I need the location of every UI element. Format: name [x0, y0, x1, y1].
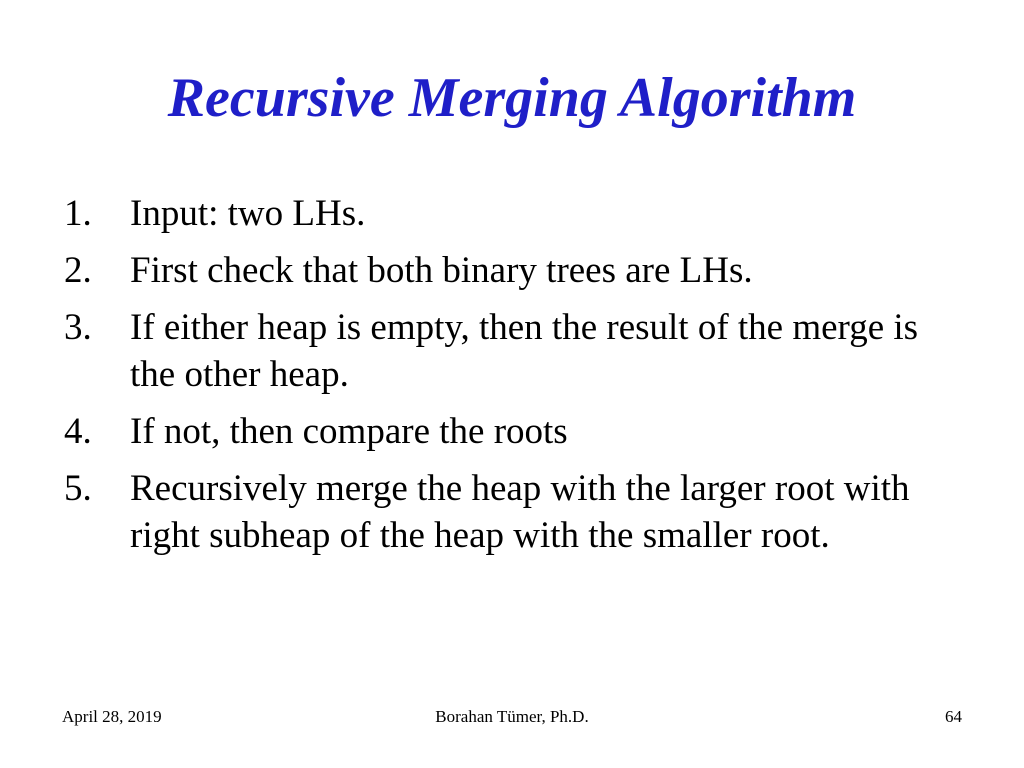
- slide-title: Recursive Merging Algorithm: [167, 67, 857, 129]
- list-item-text: First check that both binary trees are LHs.: [130, 250, 753, 291]
- list-item-text: Input: two LHs.: [130, 193, 366, 234]
- numbered-list: [64, 190, 964, 569]
- footer-page-number: 64: [945, 707, 962, 726]
- list-item-text: If either heap is empty, then the result of the merge is the other heap.: [130, 307, 919, 395]
- list-item-number: 5.: [64, 468, 92, 509]
- list-item-number: 3.: [64, 307, 92, 348]
- footer-date: April 28, 2019: [62, 707, 162, 726]
- list-item-number: 4.: [64, 411, 92, 452]
- list-item: [64, 247, 964, 294]
- list-item-number: 1.: [64, 193, 92, 234]
- list-item-number: 2.: [64, 250, 92, 291]
- list-item: [64, 190, 964, 237]
- list-item-text: If not, then compare the roots: [130, 411, 568, 452]
- footer-author: Borahan Tümer, Ph.D.: [435, 707, 589, 726]
- list-item: [64, 408, 964, 455]
- list-item-text: Recursively merge the heap with the larger root with right subheap of the heap with the smaller root.: [130, 468, 910, 556]
- list-item: [64, 465, 964, 559]
- list-item: [64, 304, 964, 398]
